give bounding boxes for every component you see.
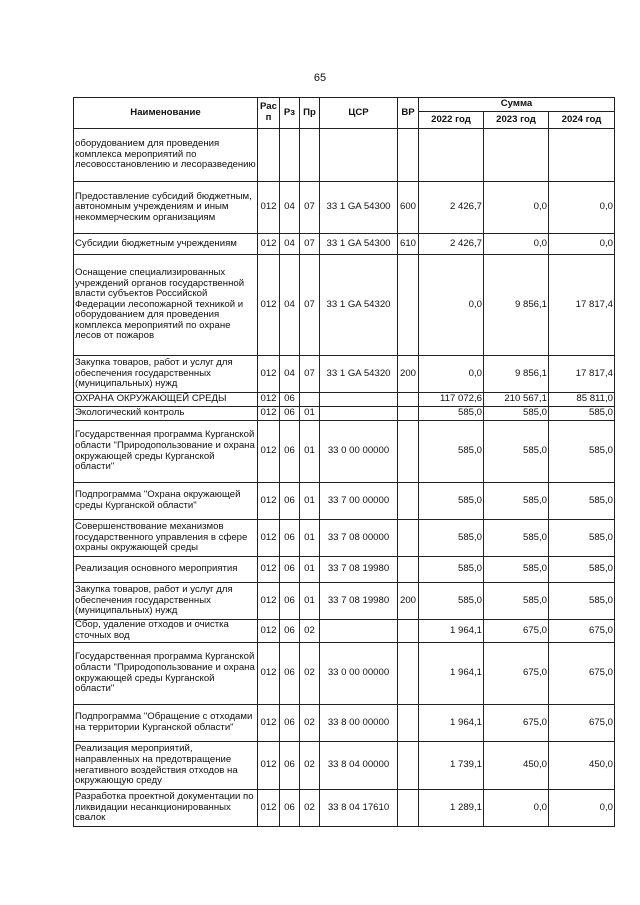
table-row xyxy=(74,129,615,182)
cell-2023: 585,0 xyxy=(484,407,549,421)
table-row xyxy=(74,407,615,421)
table-row xyxy=(74,557,615,583)
cell-2023: 450,0 xyxy=(484,742,549,790)
cell-vr xyxy=(398,643,419,705)
cell-2022: 2 426,7 xyxy=(419,234,484,255)
table-row xyxy=(74,790,615,827)
cell-rasp: 012 xyxy=(258,182,280,234)
cell-pr: 07 xyxy=(300,356,320,393)
cell-rasp: 012 xyxy=(258,557,280,583)
cell-csr: 33 0 00 00000 xyxy=(320,643,398,705)
cell-name: Субсидии бюджетным учреждениям xyxy=(74,234,258,255)
cell-rz: 06 xyxy=(280,407,300,421)
cell-2023: 675,0 xyxy=(484,705,549,742)
cell-rz: 06 xyxy=(280,643,300,705)
cell-2023: 9 856,1 xyxy=(484,255,549,356)
cell-csr: 33 7 08 19980 xyxy=(320,557,398,583)
cell-rasp: 012 xyxy=(258,255,280,356)
header-rasp: Рас п xyxy=(258,98,280,129)
cell-rasp: 012 xyxy=(258,620,280,643)
cell-pr: 02 xyxy=(300,705,320,742)
cell-vr xyxy=(398,483,419,520)
cell-vr xyxy=(398,393,419,407)
cell-rasp: 012 xyxy=(258,643,280,705)
cell-2022: 1 964,1 xyxy=(419,620,484,643)
cell-vr: 200 xyxy=(398,583,419,620)
cell-csr: 33 1 GA 54320 xyxy=(320,356,398,393)
cell-2023: 585,0 xyxy=(484,421,549,483)
table-body xyxy=(74,129,615,827)
cell-2023: 675,0 xyxy=(484,643,549,705)
cell-name: Подпрограмма "Охрана окружающей среды Курганской области" xyxy=(74,483,258,520)
cell-2022: 585,0 xyxy=(419,407,484,421)
cell-2022: 0,0 xyxy=(419,356,484,393)
cell-name: Закупка товаров, работ и услуг для обеспечения государственных (муниципальных) нужд xyxy=(74,583,258,620)
cell-rasp: 012 xyxy=(258,705,280,742)
cell-pr: 01 xyxy=(300,407,320,421)
header-vr: ВР xyxy=(398,98,419,129)
cell-2024: 17 817,4 xyxy=(549,356,615,393)
cell-rz: 06 xyxy=(280,421,300,483)
cell-rz: 06 xyxy=(280,790,300,827)
cell-rz: 06 xyxy=(280,520,300,557)
cell-2022: 585,0 xyxy=(419,520,484,557)
cell-csr xyxy=(320,620,398,643)
cell-rz: 06 xyxy=(280,705,300,742)
cell-csr: 33 7 00 00000 xyxy=(320,483,398,520)
cell-pr: 02 xyxy=(300,643,320,705)
cell-pr xyxy=(300,393,320,407)
cell-vr xyxy=(398,557,419,583)
table-row xyxy=(74,255,615,356)
cell-2024: 675,0 xyxy=(549,643,615,705)
cell-pr: 01 xyxy=(300,557,320,583)
header-year-2023: 2023 год xyxy=(484,112,549,129)
cell-2023: 675,0 xyxy=(484,620,549,643)
header-csr: ЦСР xyxy=(320,98,398,129)
page-number: 65 xyxy=(313,72,327,84)
table-header xyxy=(74,98,615,129)
cell-2022: 1 964,1 xyxy=(419,643,484,705)
cell-pr: 07 xyxy=(300,255,320,356)
cell-2024: 675,0 xyxy=(549,620,615,643)
cell-rasp: 012 xyxy=(258,407,280,421)
cell-2022: 585,0 xyxy=(419,483,484,520)
cell-2024: 0,0 xyxy=(549,790,615,827)
cell-vr xyxy=(398,129,419,182)
cell-csr xyxy=(320,129,398,182)
cell-name: Экологический контроль xyxy=(74,407,258,421)
header-rz: Рз xyxy=(280,98,300,129)
cell-rasp: 012 xyxy=(258,583,280,620)
cell-csr: 33 1 GA 54320 xyxy=(320,255,398,356)
cell-rz: 06 xyxy=(280,393,300,407)
cell-pr xyxy=(300,129,320,182)
cell-rasp: 012 xyxy=(258,421,280,483)
table-row xyxy=(74,620,615,643)
cell-2024: 17 817,4 xyxy=(549,255,615,356)
cell-rasp: 012 xyxy=(258,234,280,255)
cell-csr: 33 8 04 17610 xyxy=(320,790,398,827)
cell-2024: 585,0 xyxy=(549,557,615,583)
cell-2023: 585,0 xyxy=(484,557,549,583)
cell-csr: 33 0 00 00000 xyxy=(320,421,398,483)
cell-vr: 200 xyxy=(398,356,419,393)
cell-csr: 33 7 08 19980 xyxy=(320,583,398,620)
cell-rasp xyxy=(258,129,280,182)
cell-2023: 210 567,1 xyxy=(484,393,549,407)
cell-2023: 0,0 xyxy=(484,234,549,255)
cell-csr: 33 1 GA 54300 xyxy=(320,234,398,255)
cell-vr xyxy=(398,407,419,421)
table-row xyxy=(74,520,615,557)
cell-2023: 0,0 xyxy=(484,790,549,827)
cell-pr: 01 xyxy=(300,483,320,520)
cell-2024: 585,0 xyxy=(549,520,615,557)
cell-rasp: 012 xyxy=(258,790,280,827)
cell-2022 xyxy=(419,129,484,182)
cell-vr: 600 xyxy=(398,182,419,234)
cell-rz: 04 xyxy=(280,255,300,356)
cell-2023: 585,0 xyxy=(484,583,549,620)
cell-rz: 06 xyxy=(280,620,300,643)
cell-2024: 450,0 xyxy=(549,742,615,790)
cell-csr: 33 7 08 00000 xyxy=(320,520,398,557)
budget-table xyxy=(73,97,615,827)
table-row xyxy=(74,742,615,790)
cell-name: оборудованием для проведения комплекса мероприятий по лесовосстановлению и лесоразведению xyxy=(74,129,258,182)
cell-vr xyxy=(398,620,419,643)
cell-csr xyxy=(320,393,398,407)
table-row xyxy=(74,705,615,742)
cell-pr: 02 xyxy=(300,790,320,827)
cell-name: Совершенствование механизмов государственного управления в сфере охраны окружающей среды xyxy=(74,520,258,557)
header-year-2024: 2024 год xyxy=(549,112,615,129)
cell-2022: 2 426,7 xyxy=(419,182,484,234)
cell-name: Реализация мероприятий, направленных на предотвращение негативного воздействия отходов на окружающую среду xyxy=(74,742,258,790)
cell-rz: 06 xyxy=(280,742,300,790)
table-row xyxy=(74,356,615,393)
cell-name: Государственная программа Курганской области "Природопользование и охрана окружающей среды Курганской области" xyxy=(74,643,258,705)
cell-2022: 585,0 xyxy=(419,557,484,583)
cell-2024: 0,0 xyxy=(549,234,615,255)
cell-2022: 585,0 xyxy=(419,583,484,620)
cell-vr xyxy=(398,421,419,483)
table-row xyxy=(74,483,615,520)
cell-vr xyxy=(398,255,419,356)
header-sum: Сумма xyxy=(419,98,615,112)
cell-vr xyxy=(398,705,419,742)
cell-name: Государственная программа Курганской области "Природопользование и охрана окружающей среды Курганской области" xyxy=(74,421,258,483)
cell-pr: 07 xyxy=(300,234,320,255)
cell-csr: 33 1 GA 54300 xyxy=(320,182,398,234)
cell-2023 xyxy=(484,129,549,182)
cell-2023: 585,0 xyxy=(484,520,549,557)
cell-csr: 33 8 04 00000 xyxy=(320,742,398,790)
cell-name: Разработка проектной документации по ликвидации несанкционированных свалок xyxy=(74,790,258,827)
cell-pr: 02 xyxy=(300,742,320,790)
cell-name: Сбор, удаление отходов и очистка сточных вод xyxy=(74,620,258,643)
header-year-2022: 2022 год xyxy=(419,112,484,129)
cell-2023: 9 856,1 xyxy=(484,356,549,393)
cell-vr xyxy=(398,790,419,827)
cell-2024: 675,0 xyxy=(549,705,615,742)
cell-vr: 610 xyxy=(398,234,419,255)
cell-2022: 1 964,1 xyxy=(419,705,484,742)
cell-vr xyxy=(398,742,419,790)
cell-2024 xyxy=(549,129,615,182)
cell-rz: 04 xyxy=(280,356,300,393)
header-name: Наименование xyxy=(74,98,258,129)
cell-2024: 85 811,0 xyxy=(549,393,615,407)
cell-rasp: 012 xyxy=(258,393,280,407)
cell-2022: 1 289,1 xyxy=(419,790,484,827)
table-row xyxy=(74,583,615,620)
cell-pr: 01 xyxy=(300,421,320,483)
cell-rz xyxy=(280,129,300,182)
cell-rz: 06 xyxy=(280,583,300,620)
cell-name: Подпрограмма "Обращение с отходами на территории Курганской области" xyxy=(74,705,258,742)
cell-2022: 585,0 xyxy=(419,421,484,483)
cell-2024: 0,0 xyxy=(549,182,615,234)
cell-vr xyxy=(398,520,419,557)
cell-rasp: 012 xyxy=(258,483,280,520)
cell-2023: 0,0 xyxy=(484,182,549,234)
table-row xyxy=(74,421,615,483)
table-row xyxy=(74,234,615,255)
table-row xyxy=(74,182,615,234)
cell-2022: 0,0 xyxy=(419,255,484,356)
cell-2024: 585,0 xyxy=(549,483,615,520)
cell-rz: 04 xyxy=(280,234,300,255)
cell-rasp: 012 xyxy=(258,356,280,393)
header-pr: Пр xyxy=(300,98,320,129)
cell-name: Реализация основного мероприятия xyxy=(74,557,258,583)
cell-2023: 585,0 xyxy=(484,483,549,520)
cell-rasp: 012 xyxy=(258,520,280,557)
cell-pr: 07 xyxy=(300,182,320,234)
cell-csr xyxy=(320,407,398,421)
cell-rz: 06 xyxy=(280,483,300,520)
cell-2024: 585,0 xyxy=(549,407,615,421)
cell-name: ОХРАНА ОКРУЖАЮЩЕЙ СРЕДЫ xyxy=(74,393,258,407)
table-row xyxy=(74,643,615,705)
cell-2024: 585,0 xyxy=(549,421,615,483)
cell-pr: 01 xyxy=(300,520,320,557)
cell-name: Оснащение специализированных учреждений органов государственной власти субъектов Российской Федерации лесопожарной техникой и оборудованием для проведения комплекса мероприятий по охране лесов от пожаров xyxy=(74,255,258,356)
cell-2022: 1 739,1 xyxy=(419,742,484,790)
cell-2024: 585,0 xyxy=(549,583,615,620)
cell-pr: 02 xyxy=(300,620,320,643)
cell-csr: 33 8 00 00000 xyxy=(320,705,398,742)
cell-rz: 06 xyxy=(280,557,300,583)
cell-2022: 117 072,6 xyxy=(419,393,484,407)
table-row xyxy=(74,393,615,407)
cell-name: Предоставление субсидий бюджетным, автономным учреждениям и иным некоммерческим организациям xyxy=(74,182,258,234)
cell-rasp: 012 xyxy=(258,742,280,790)
cell-rz: 04 xyxy=(280,182,300,234)
cell-pr: 01 xyxy=(300,583,320,620)
cell-name: Закупка товаров, работ и услуг для обеспечения государственных (муниципальных) нужд xyxy=(74,356,258,393)
